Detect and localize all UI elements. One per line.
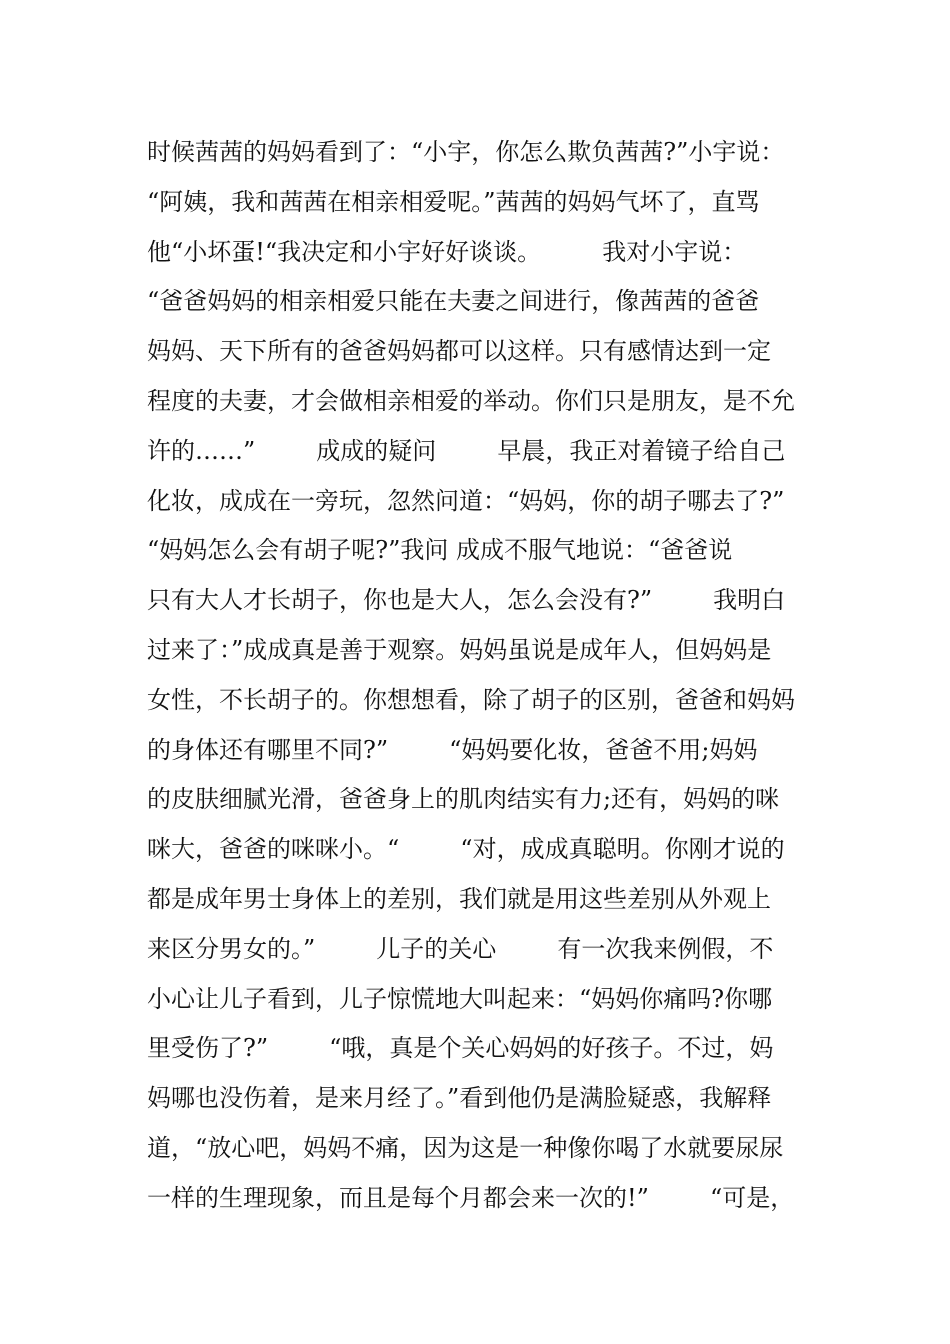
- text-line-1: 时候茜茜的妈妈看到了：“小宇，你怎么欺负茜茜?”小宇说：: [147, 138, 785, 166]
- text-line-11: 过来了：”成成真是善于观察。妈妈虽说是成年人，但妈妈是: [147, 635, 772, 664]
- text-line-18: 小心让儿子看到，儿子惊慌地大叫起来：“妈妈你痛吗?你哪: [147, 984, 773, 1013]
- text-line-15: 咪大，爸爸的咪咪小。“ “对，成成真聪明。你刚才说的: [147, 835, 785, 864]
- text-line-7: 许的……” 成成的疑问 早晨，我正对着镜子给自己: [147, 436, 786, 465]
- text-line-16: 都是成年男士身体上的差别，我们就是用这些差别从外观上: [147, 884, 771, 913]
- text-line-10: 只有大人才长胡子，你也是大人，怎么会没有?” 我明白: [147, 586, 786, 615]
- body-text: [147, 128, 837, 1224]
- text-line-21: 道，“放心吧，妈妈不痛，因为这是一种像你喝了水就要尿尿: [147, 1133, 784, 1162]
- text-line-3: 他“小坏蛋!“我决定和小宇好好谈谈。 我对小宇说：: [147, 237, 747, 266]
- text-line-5: 妈妈、天下所有的爸爸妈妈都可以这样。只有感情达到一定: [147, 337, 771, 366]
- text-line-12: 女性，不长胡子的。你想想看，除了胡子的区别，爸爸和妈妈: [147, 685, 795, 714]
- text-line-8: 化妆，成成在一旁玩，忽然问道：“妈妈，你的胡子哪去了?”: [147, 486, 785, 515]
- text-line-6: 程度的夫妻，才会做相亲相爱的举动。你们只是朋友，是不允: [147, 386, 795, 415]
- text-line-2: “阿姨，我和茜茜在相亲相爱呢。”茜茜的妈妈气坏了，直骂: [147, 187, 760, 216]
- text-line-14: 的皮肤细腻光滑，爸爸身上的肌肉结实有力;还有，妈妈的咪: [147, 785, 780, 814]
- text-line-4: “爸爸妈妈的相亲相爱只能在夫妻之间进行，像茜茜的爸爸: [147, 287, 760, 316]
- text-line-20: 妈哪也没伤着，是来月经了。”看到他仍是满脸疑惑，我解释: [147, 1084, 772, 1113]
- text-line-9: “妈妈怎么会有胡子呢?”我问 成成不服气地说：“爸爸说: [147, 536, 733, 565]
- text-line-19: 里受伤了?” “哦，真是个关心妈妈的好孩子。不过，妈: [147, 1034, 774, 1063]
- text-line-22: 一样的生理现象，而且是每个月都会来一次的!” “可是，: [147, 1183, 795, 1212]
- text-line-17: 来区分男女的。” 儿子的关心 有一次我来例假，不: [147, 934, 774, 963]
- text-line-13: 的身体还有哪里不同?” “妈妈要化妆，爸爸不用;妈妈: [147, 735, 758, 764]
